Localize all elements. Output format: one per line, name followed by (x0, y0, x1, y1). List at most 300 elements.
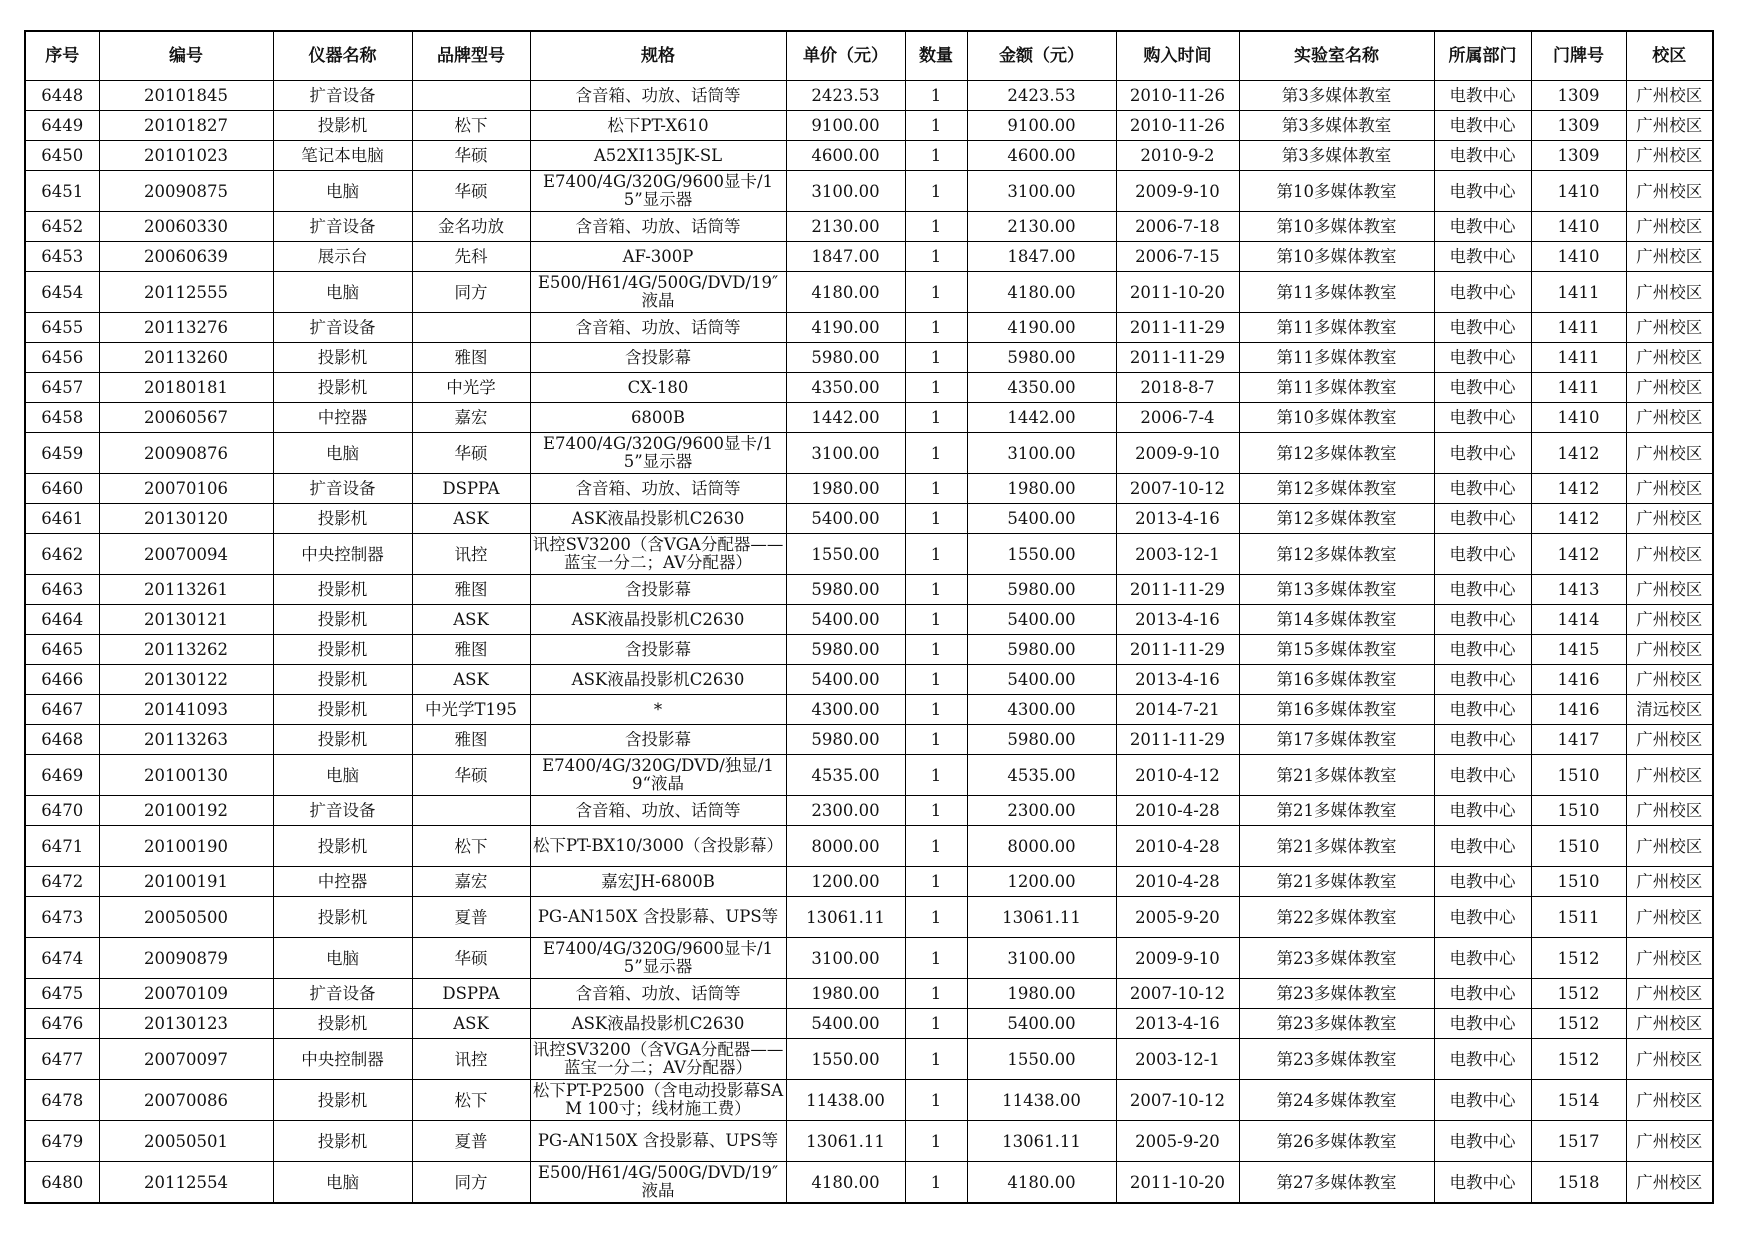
cell-quantity: 1 (905, 867, 967, 897)
cell-seq: 6474 (25, 938, 99, 979)
cell-quantity: 1 (905, 474, 967, 504)
cell-brand: 松下 (412, 111, 530, 141)
cell-amount: 8000.00 (967, 826, 1116, 867)
cell-quantity: 1 (905, 938, 967, 979)
cell-campus: 广州校区 (1626, 1039, 1713, 1080)
cell-unit-price: 4535.00 (786, 755, 905, 796)
cell-department: 电教中心 (1434, 635, 1531, 665)
cell-spec: 6800B (530, 403, 786, 433)
cell-room: 1510 (1531, 755, 1626, 796)
cell-campus: 广州校区 (1626, 343, 1713, 373)
cell-purchase-date: 2013-4-16 (1116, 504, 1239, 534)
cell-brand: 同方 (412, 272, 530, 313)
cell-spec: 含音箱、功放、话筒等 (530, 81, 786, 111)
table-row (25, 504, 1713, 534)
cell-purchase-date: 2009-9-10 (1116, 433, 1239, 474)
cell-department: 电教中心 (1434, 897, 1531, 938)
cell-lab: 第11多媒体教室 (1239, 272, 1434, 313)
cell-amount: 2300.00 (967, 796, 1116, 826)
table-row (25, 141, 1713, 171)
cell-quantity: 1 (905, 796, 967, 826)
cell-campus: 广州校区 (1626, 373, 1713, 403)
table-row (25, 242, 1713, 272)
cell-id: 20100190 (99, 826, 273, 867)
cell-department: 电教中心 (1434, 313, 1531, 343)
table-row (25, 1080, 1713, 1121)
cell-unit-price: 5980.00 (786, 635, 905, 665)
cell-campus: 广州校区 (1626, 575, 1713, 605)
cell-campus: 广州校区 (1626, 1009, 1713, 1039)
cell-id: 20060567 (99, 403, 273, 433)
cell-amount: 4535.00 (967, 755, 1116, 796)
col-header-unit-price: 单价（元） (786, 31, 905, 81)
cell-spec: ASK液晶投影机C2630 (530, 665, 786, 695)
cell-seq: 6470 (25, 796, 99, 826)
cell-department: 电教中心 (1434, 755, 1531, 796)
cell-unit-price: 5400.00 (786, 605, 905, 635)
cell-spec (530, 272, 786, 313)
cell-lab: 第11多媒体教室 (1239, 343, 1434, 373)
cell-quantity: 1 (905, 171, 967, 212)
cell-purchase-date: 2013-4-16 (1116, 665, 1239, 695)
cell-instrument: 扩音设备 (273, 474, 412, 504)
cell-amount: 5400.00 (967, 665, 1116, 695)
table-row (25, 605, 1713, 635)
cell-department: 电教中心 (1434, 826, 1531, 867)
cell-unit-price: 5400.00 (786, 665, 905, 695)
cell-unit-price: 9100.00 (786, 111, 905, 141)
cell-seq: 6467 (25, 695, 99, 725)
table-row (25, 81, 1713, 111)
cell-lab: 第12多媒体教室 (1239, 433, 1434, 474)
cell-department: 电教中心 (1434, 474, 1531, 504)
cell-brand: 嘉宏 (412, 867, 530, 897)
cell-brand (412, 313, 530, 343)
cell-room: 1514 (1531, 1080, 1626, 1121)
cell-room: 1512 (1531, 979, 1626, 1009)
cell-seq: 6448 (25, 81, 99, 111)
cell-unit-price: 1847.00 (786, 242, 905, 272)
cell-instrument: 中控器 (273, 867, 412, 897)
cell-campus: 广州校区 (1626, 867, 1713, 897)
cell-quantity: 1 (905, 1162, 967, 1204)
cell-brand: 雅图 (412, 635, 530, 665)
table-row (25, 534, 1713, 575)
cell-room: 1413 (1531, 575, 1626, 605)
cell-department: 电教中心 (1434, 242, 1531, 272)
cell-department: 电教中心 (1434, 403, 1531, 433)
cell-brand: 中光学 (412, 373, 530, 403)
cell-seq: 6459 (25, 433, 99, 474)
cell-seq: 6461 (25, 504, 99, 534)
cell-spec: CX-180 (530, 373, 786, 403)
cell-purchase-date: 2010-11-26 (1116, 111, 1239, 141)
cell-department: 电教中心 (1434, 575, 1531, 605)
cell-id: 20113263 (99, 725, 273, 755)
cell-brand: ASK (412, 665, 530, 695)
cell-unit-price: 4350.00 (786, 373, 905, 403)
col-header-lab: 实验室名称 (1239, 31, 1434, 81)
header-row (25, 31, 1713, 81)
cell-instrument: 中央控制器 (273, 1039, 412, 1080)
cell-unit-price: 4180.00 (786, 1162, 905, 1204)
cell-seq: 6469 (25, 755, 99, 796)
cell-spec-text: E500/H61/4G/500G/DVD/19″液晶 (537, 274, 779, 310)
cell-purchase-date: 2003-12-1 (1116, 1039, 1239, 1080)
cell-spec: 含音箱、功放、话筒等 (530, 313, 786, 343)
cell-quantity: 1 (905, 111, 967, 141)
cell-unit-price: 1550.00 (786, 534, 905, 575)
cell-quantity: 1 (905, 433, 967, 474)
cell-room: 1411 (1531, 373, 1626, 403)
table-row (25, 695, 1713, 725)
cell-amount: 5980.00 (967, 635, 1116, 665)
cell-department: 电教中心 (1434, 665, 1531, 695)
cell-instrument: 投影机 (273, 504, 412, 534)
cell-quantity: 1 (905, 272, 967, 313)
cell-lab: 第10多媒体教室 (1239, 171, 1434, 212)
cell-department: 电教中心 (1434, 1039, 1531, 1080)
cell-brand: 华硕 (412, 171, 530, 212)
table-row (25, 755, 1713, 796)
cell-campus: 广州校区 (1626, 1121, 1713, 1162)
cell-purchase-date: 2011-10-20 (1116, 272, 1239, 313)
table-row (25, 433, 1713, 474)
cell-purchase-date: 2011-11-29 (1116, 635, 1239, 665)
cell-seq: 6480 (25, 1162, 99, 1204)
cell-quantity: 1 (905, 1121, 967, 1162)
cell-amount: 5400.00 (967, 504, 1116, 534)
cell-room: 1410 (1531, 403, 1626, 433)
cell-department: 电教中心 (1434, 343, 1531, 373)
cell-seq: 6457 (25, 373, 99, 403)
cell-amount: 2130.00 (967, 212, 1116, 242)
cell-room: 1416 (1531, 665, 1626, 695)
cell-brand: DSPPA (412, 979, 530, 1009)
cell-room: 1512 (1531, 1009, 1626, 1039)
cell-room: 1416 (1531, 695, 1626, 725)
cell-instrument: 电脑 (273, 1162, 412, 1204)
cell-room: 1410 (1531, 171, 1626, 212)
cell-purchase-date: 2013-4-16 (1116, 1009, 1239, 1039)
cell-instrument: 扩音设备 (273, 796, 412, 826)
cell-spec-text: 讯控SV3200（含VGA分配器——蓝宝一分二；AV分配器） (532, 1041, 784, 1077)
cell-id: 20101845 (99, 81, 273, 111)
cell-campus: 广州校区 (1626, 1080, 1713, 1121)
table-row (25, 897, 1713, 938)
cell-amount: 5980.00 (967, 343, 1116, 373)
cell-room: 1518 (1531, 1162, 1626, 1204)
cell-purchase-date: 2011-11-29 (1116, 725, 1239, 755)
cell-spec (530, 897, 786, 938)
cell-spec-text: E7400/4G/320G/9600显卡/15”显示器 (542, 435, 774, 471)
cell-brand: 讯控 (412, 534, 530, 575)
cell-amount: 5400.00 (967, 1009, 1116, 1039)
cell-campus: 清远校区 (1626, 695, 1713, 725)
cell-quantity: 1 (905, 826, 967, 867)
cell-campus: 广州校区 (1626, 755, 1713, 796)
cell-room: 1414 (1531, 605, 1626, 635)
cell-department: 电教中心 (1434, 1121, 1531, 1162)
cell-amount: 1550.00 (967, 1039, 1116, 1080)
cell-room: 1412 (1531, 433, 1626, 474)
cell-purchase-date: 2007-10-12 (1116, 474, 1239, 504)
cell-id: 20101023 (99, 141, 273, 171)
cell-spec (530, 1121, 786, 1162)
cell-seq: 6455 (25, 313, 99, 343)
cell-seq: 6476 (25, 1009, 99, 1039)
cell-purchase-date: 2003-12-1 (1116, 534, 1239, 575)
cell-amount: 1200.00 (967, 867, 1116, 897)
cell-department: 电教中心 (1434, 212, 1531, 242)
cell-campus: 广州校区 (1626, 212, 1713, 242)
cell-brand: 松下 (412, 826, 530, 867)
cell-brand: 松下 (412, 1080, 530, 1121)
cell-purchase-date: 2007-10-12 (1116, 1080, 1239, 1121)
cell-amount: 1980.00 (967, 474, 1116, 504)
cell-unit-price: 1980.00 (786, 474, 905, 504)
cell-brand (412, 796, 530, 826)
cell-quantity: 1 (905, 979, 967, 1009)
cell-brand: 华硕 (412, 938, 530, 979)
cell-quantity: 1 (905, 695, 967, 725)
cell-unit-price: 4190.00 (786, 313, 905, 343)
cell-campus: 广州校区 (1626, 272, 1713, 313)
cell-lab: 第24多媒体教室 (1239, 1080, 1434, 1121)
cell-department: 电教中心 (1434, 796, 1531, 826)
cell-lab: 第21多媒体教室 (1239, 755, 1434, 796)
cell-quantity: 1 (905, 575, 967, 605)
cell-id: 20141093 (99, 695, 273, 725)
cell-room: 1412 (1531, 534, 1626, 575)
cell-seq: 6475 (25, 979, 99, 1009)
cell-spec: AF-300P (530, 242, 786, 272)
cell-instrument: 投影机 (273, 605, 412, 635)
cell-campus: 广州校区 (1626, 665, 1713, 695)
cell-purchase-date: 2005-9-20 (1116, 1121, 1239, 1162)
cell-spec: 含音箱、功放、话筒等 (530, 979, 786, 1009)
table-row (25, 1009, 1713, 1039)
cell-spec (530, 433, 786, 474)
cell-brand: 华硕 (412, 755, 530, 796)
table-row (25, 725, 1713, 755)
cell-spec: 含音箱、功放、话筒等 (530, 474, 786, 504)
cell-purchase-date: 2010-4-28 (1116, 826, 1239, 867)
cell-id: 20090876 (99, 433, 273, 474)
cell-instrument: 投影机 (273, 635, 412, 665)
cell-purchase-date: 2010-4-12 (1116, 755, 1239, 796)
cell-campus: 广州校区 (1626, 897, 1713, 938)
cell-purchase-date: 2018-8-7 (1116, 373, 1239, 403)
cell-campus: 广州校区 (1626, 111, 1713, 141)
cell-quantity: 1 (905, 605, 967, 635)
cell-spec (530, 534, 786, 575)
cell-room: 1411 (1531, 313, 1626, 343)
cell-amount: 3100.00 (967, 171, 1116, 212)
cell-department: 电教中心 (1434, 171, 1531, 212)
cell-room: 1410 (1531, 212, 1626, 242)
cell-seq: 6454 (25, 272, 99, 313)
cell-lab: 第21多媒体教室 (1239, 826, 1434, 867)
col-header-brand: 品牌型号 (412, 31, 530, 81)
cell-purchase-date: 2005-9-20 (1116, 897, 1239, 938)
cell-brand: ASK (412, 605, 530, 635)
cell-lab: 第21多媒体教室 (1239, 796, 1434, 826)
cell-unit-price: 5980.00 (786, 725, 905, 755)
cell-instrument: 电脑 (273, 272, 412, 313)
cell-brand: ASK (412, 1009, 530, 1039)
cell-unit-price: 13061.11 (786, 1121, 905, 1162)
cell-spec: 嘉宏JH-6800B (530, 867, 786, 897)
cell-unit-price: 3100.00 (786, 433, 905, 474)
cell-spec (530, 826, 786, 867)
cell-spec (530, 171, 786, 212)
cell-instrument: 投影机 (273, 1080, 412, 1121)
table-row (25, 1121, 1713, 1162)
cell-id: 20112554 (99, 1162, 273, 1204)
cell-purchase-date: 2010-4-28 (1116, 867, 1239, 897)
cell-purchase-date: 2007-10-12 (1116, 979, 1239, 1009)
cell-campus: 广州校区 (1626, 141, 1713, 171)
cell-id: 20130122 (99, 665, 273, 695)
table-row (25, 171, 1713, 212)
cell-instrument: 投影机 (273, 897, 412, 938)
cell-seq: 6449 (25, 111, 99, 141)
cell-unit-price: 1980.00 (786, 979, 905, 1009)
cell-room: 1410 (1531, 242, 1626, 272)
cell-department: 电教中心 (1434, 867, 1531, 897)
cell-lab: 第27多媒体教室 (1239, 1162, 1434, 1204)
cell-unit-price: 2300.00 (786, 796, 905, 826)
table-row (25, 1162, 1713, 1204)
cell-room: 1510 (1531, 796, 1626, 826)
cell-unit-price: 8000.00 (786, 826, 905, 867)
cell-brand: 嘉宏 (412, 403, 530, 433)
table-row (25, 373, 1713, 403)
cell-amount: 3100.00 (967, 938, 1116, 979)
cell-department: 电教中心 (1434, 81, 1531, 111)
cell-lab: 第16多媒体教室 (1239, 695, 1434, 725)
cell-seq: 6472 (25, 867, 99, 897)
cell-unit-price: 13061.11 (786, 897, 905, 938)
cell-quantity: 1 (905, 504, 967, 534)
cell-unit-price: 1442.00 (786, 403, 905, 433)
cell-instrument: 投影机 (273, 111, 412, 141)
cell-seq: 6450 (25, 141, 99, 171)
cell-lab: 第15多媒体教室 (1239, 635, 1434, 665)
cell-seq: 6466 (25, 665, 99, 695)
col-header-id: 编号 (99, 31, 273, 81)
cell-seq: 6460 (25, 474, 99, 504)
cell-quantity: 1 (905, 725, 967, 755)
cell-brand: 华硕 (412, 141, 530, 171)
cell-instrument: 电脑 (273, 433, 412, 474)
cell-brand: 雅图 (412, 343, 530, 373)
cell-unit-price: 1200.00 (786, 867, 905, 897)
cell-lab: 第12多媒体教室 (1239, 534, 1434, 575)
cell-id: 20113262 (99, 635, 273, 665)
cell-spec: A52XI135JK-SL (530, 141, 786, 171)
cell-seq: 6479 (25, 1121, 99, 1162)
cell-department: 电教中心 (1434, 504, 1531, 534)
cell-brand: 华硕 (412, 433, 530, 474)
cell-room: 1309 (1531, 111, 1626, 141)
cell-id: 20100130 (99, 755, 273, 796)
cell-amount: 2423.53 (967, 81, 1116, 111)
cell-spec-text: PG-AN150X 含投影幕、UPS等 (537, 1132, 779, 1150)
cell-purchase-date: 2009-9-10 (1116, 171, 1239, 212)
cell-seq: 6451 (25, 171, 99, 212)
col-header-room: 门牌号 (1531, 31, 1626, 81)
cell-purchase-date: 2010-4-28 (1116, 796, 1239, 826)
cell-quantity: 1 (905, 635, 967, 665)
cell-amount: 1442.00 (967, 403, 1116, 433)
cell-spec (530, 938, 786, 979)
table-row (25, 796, 1713, 826)
cell-quantity: 1 (905, 1039, 967, 1080)
cell-campus: 广州校区 (1626, 504, 1713, 534)
cell-room: 1412 (1531, 474, 1626, 504)
cell-instrument: 投影机 (273, 826, 412, 867)
cell-id: 20070106 (99, 474, 273, 504)
cell-id: 20180181 (99, 373, 273, 403)
cell-quantity: 1 (905, 755, 967, 796)
cell-unit-price: 2130.00 (786, 212, 905, 242)
cell-instrument: 扩音设备 (273, 979, 412, 1009)
cell-department: 电教中心 (1434, 373, 1531, 403)
cell-lab: 第12多媒体教室 (1239, 474, 1434, 504)
table-row (25, 313, 1713, 343)
cell-campus: 广州校区 (1626, 1162, 1713, 1204)
cell-room: 1412 (1531, 504, 1626, 534)
cell-brand: 同方 (412, 1162, 530, 1204)
cell-spec: 含音箱、功放、话筒等 (530, 212, 786, 242)
cell-quantity: 1 (905, 81, 967, 111)
cell-quantity: 1 (905, 141, 967, 171)
cell-seq: 6473 (25, 897, 99, 938)
table-row (25, 826, 1713, 867)
cell-amount: 13061.11 (967, 897, 1116, 938)
col-header-quantity: 数量 (905, 31, 967, 81)
cell-lab: 第11多媒体教室 (1239, 313, 1434, 343)
cell-lab: 第23多媒体教室 (1239, 1009, 1434, 1039)
cell-quantity: 1 (905, 403, 967, 433)
cell-amount: 4180.00 (967, 272, 1116, 313)
cell-department: 电教中心 (1434, 938, 1531, 979)
cell-department: 电教中心 (1434, 272, 1531, 313)
cell-purchase-date: 2011-11-29 (1116, 343, 1239, 373)
cell-spec: * (530, 695, 786, 725)
cell-amount: 9100.00 (967, 111, 1116, 141)
cell-unit-price: 4300.00 (786, 695, 905, 725)
cell-unit-price: 5400.00 (786, 1009, 905, 1039)
cell-department: 电教中心 (1434, 605, 1531, 635)
cell-unit-price: 1550.00 (786, 1039, 905, 1080)
table-row (25, 635, 1713, 665)
cell-lab: 第11多媒体教室 (1239, 373, 1434, 403)
cell-seq: 6471 (25, 826, 99, 867)
cell-id: 20060639 (99, 242, 273, 272)
cell-spec-text: 讯控SV3200（含VGA分配器——蓝宝一分二；AV分配器） (532, 536, 784, 572)
cell-spec: ASK液晶投影机C2630 (530, 1009, 786, 1039)
cell-campus: 广州校区 (1626, 534, 1713, 575)
cell-department: 电教中心 (1434, 1009, 1531, 1039)
cell-campus: 广州校区 (1626, 474, 1713, 504)
cell-campus: 广州校区 (1626, 403, 1713, 433)
cell-amount: 1550.00 (967, 534, 1116, 575)
cell-lab: 第17多媒体教室 (1239, 725, 1434, 755)
cell-department: 电教中心 (1434, 111, 1531, 141)
